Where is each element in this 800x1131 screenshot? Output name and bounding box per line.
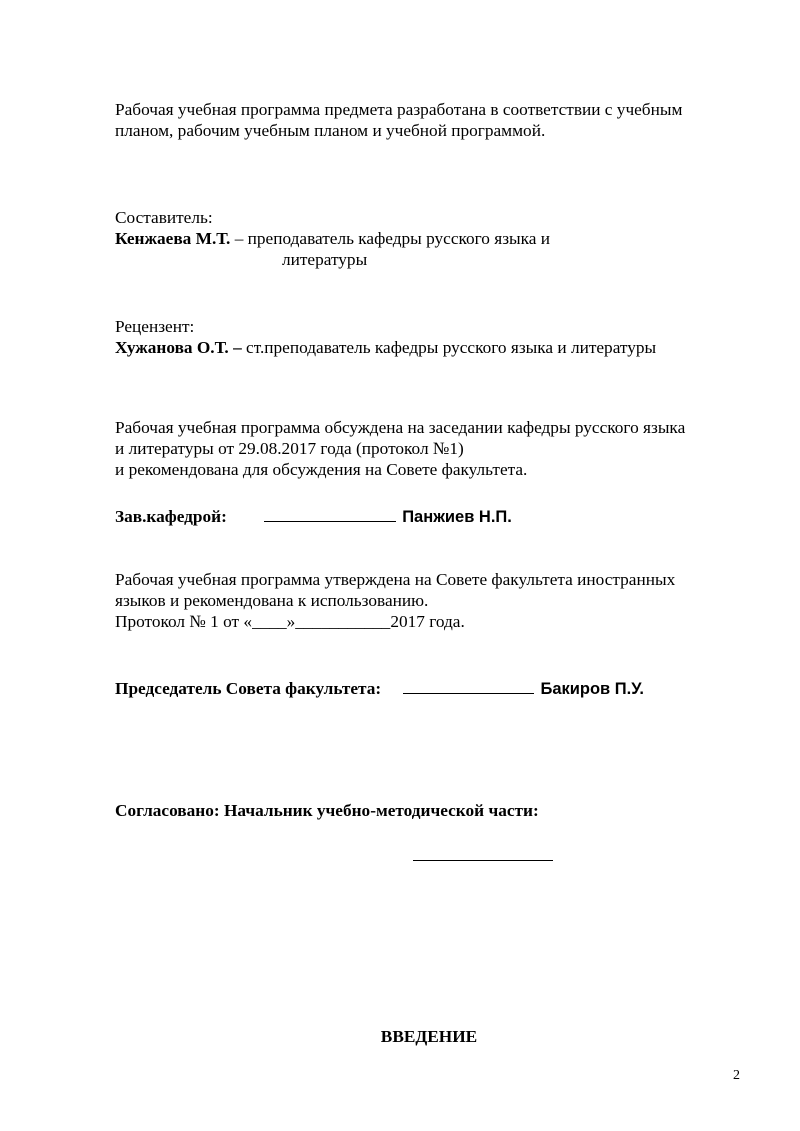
chairman-name: Бакиров П.У. — [540, 680, 645, 698]
compiler-role-continued: литературы — [282, 250, 368, 269]
compiler-line — [115, 228, 550, 249]
head-of-dept-label: Зав.кафедрой: — [115, 507, 227, 526]
discussion-line-2: и литературы от 29.08.2017 года (протокол №1) — [115, 439, 464, 458]
section-heading: ВВЕДЕНИЕ — [380, 1027, 478, 1046]
reviewer-line — [115, 337, 656, 358]
reviewer-name: Хужанова О.Т. – — [115, 338, 242, 357]
head-of-dept-signature-line — [264, 505, 396, 522]
reviewer-block — [115, 316, 656, 358]
page-number: 2 — [733, 1068, 740, 1083]
head-of-dept-signature — [115, 505, 512, 528]
agreed-signature-line — [413, 846, 553, 861]
approval-line-3: Протокол № 1 от «____»___________2017 года. — [115, 612, 465, 631]
compiler-dash: – — [230, 229, 248, 248]
agreed-label: Согласовано: Начальник учебно-методической части: — [115, 801, 539, 820]
head-of-dept-name: Панжиев Н.П. — [402, 508, 512, 526]
chairman-signature-line — [403, 677, 534, 694]
approval-line-1: Рабочая учебная программа утверждена на Совете факультета иностранных — [115, 570, 676, 589]
discussion-line-1: Рабочая учебная программа обсуждена на заседании кафедры русского языка — [115, 418, 686, 437]
discussion-paragraph — [115, 417, 685, 480]
compiler-role: преподаватель кафедры русского языка и — [247, 229, 551, 248]
intro-paragraph — [115, 99, 682, 141]
reviewer-role: ст.преподаватель кафедры русского языка и литературы — [241, 338, 657, 357]
compiler-name: Кенжаева М.Т. — [115, 229, 231, 248]
chairman-signature — [115, 677, 644, 700]
compiler-label: Составитель: — [115, 208, 213, 227]
intro-line-2: планом, рабочим учебным планом и учебной программой. — [115, 121, 546, 140]
intro-line-1: Рабочая учебная программа предмета разработана в соответствии с учебным — [115, 100, 683, 119]
compiler-block — [115, 207, 550, 270]
discussion-line-3: и рекомендована для обсуждения на Совете факультета. — [115, 460, 528, 479]
approval-line-2: языков и рекомендована к использованию. — [115, 591, 429, 610]
reviewer-label: Рецензент: — [115, 317, 195, 336]
approval-paragraph — [115, 569, 675, 632]
chairman-label: Председатель Совета факультета: — [115, 679, 382, 698]
